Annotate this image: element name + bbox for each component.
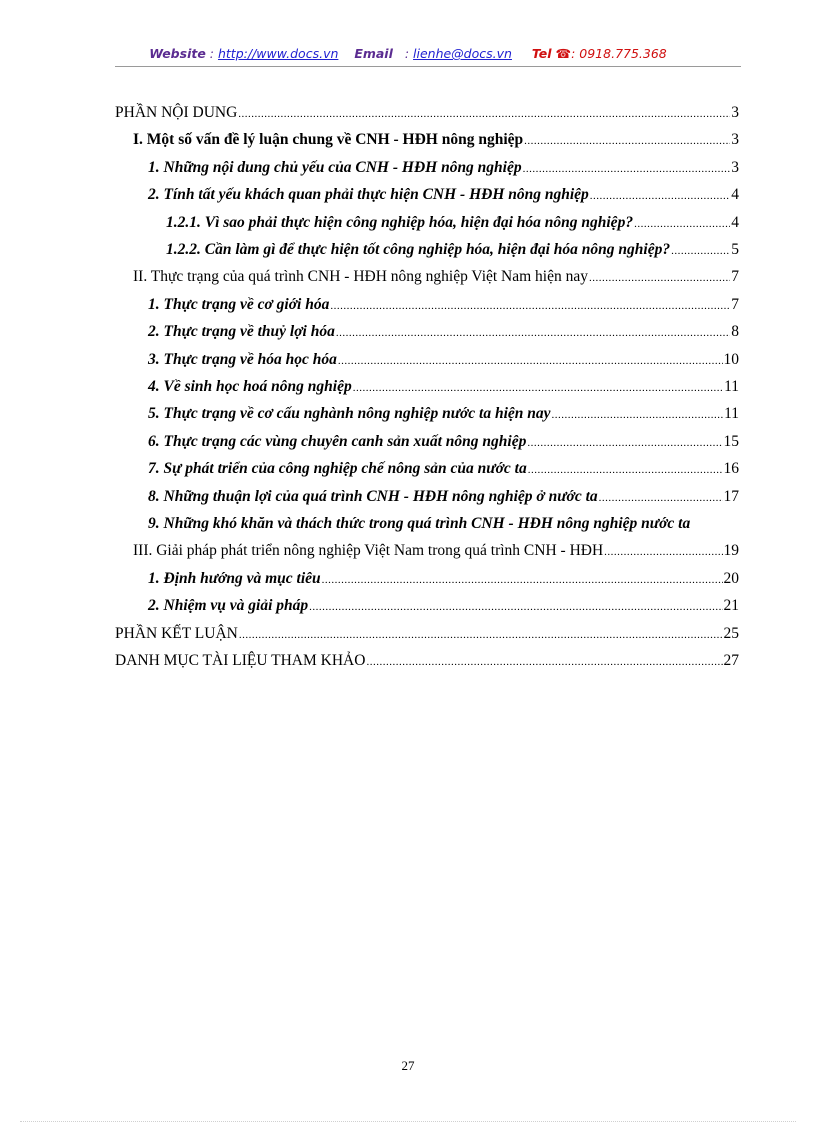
toc-dot-leader: [528, 459, 723, 481]
toc-entry-page: 17: [723, 487, 739, 505]
toc-entry-page: 15: [723, 432, 739, 450]
toc-entry-page: 19: [723, 542, 739, 560]
toc-entry-title: I. Một số vấn đề lý luận chung về CNH - HĐH nông nghiệp: [133, 131, 524, 149]
toc-dot-leader: [238, 103, 730, 125]
toc-entry-title: DANH MỤC TÀI LIỆU THAM KHẢO: [115, 652, 366, 669]
tel-number: : 0918.775.368: [571, 46, 667, 61]
toc-entry-title: 9. Những khó khăn và thách thức trong quá trình CNH - HĐH nông nghiệp nước ta: [148, 515, 691, 532]
email-link[interactable]: lienhe@docs.vn: [413, 46, 512, 61]
toc-entry-title: PHẦN KẾT LUẬN: [115, 624, 238, 642]
toc-entry-title: 2. Thực trạng về thuỷ lợi hóa: [148, 323, 335, 341]
toc-dot-leader: [366, 651, 722, 673]
toc-entry[interactable]: [166, 239, 739, 261]
toc-entry[interactable]: [133, 540, 739, 562]
toc-entry-title: 3. Thực trạng về hóa học hóa: [148, 350, 337, 368]
toc-entry[interactable]: [148, 321, 739, 343]
toc-entry[interactable]: [148, 568, 739, 590]
toc-entry[interactable]: [148, 458, 739, 480]
toc-entry-page: 10: [723, 350, 739, 368]
toc-entry-title: 2. Nhiệm vụ và giải pháp: [148, 597, 309, 615]
toc-dot-leader: [589, 267, 730, 289]
toc-entry-title: 2. Tính tất yếu khách quan phải thực hiện CNH - HĐH nông nghiệp: [148, 186, 589, 204]
toc-entry-title: 1.2.2. Cần làm gì để thực hiện tốt công nghiệp hóa, hiện đại hóa nông nghiệp?: [166, 241, 671, 258]
toc-entry-page: 5: [731, 241, 739, 258]
toc-dot-leader: [634, 213, 730, 235]
toc-entry[interactable]: [148, 431, 739, 453]
toc-dot-leader: [338, 350, 723, 372]
toc-entry-title: II. Thực trạng của quá trình CNH - HĐH nông nghiệp Việt Nam hiện nay: [133, 268, 589, 286]
toc-entry-title: 5. Thực trạng về cơ cấu nghành nông nghiệp nước ta hiện nay: [148, 405, 551, 423]
toc-entry-title: 8. Những thuận lợi của quá trình CNH - HĐH nông nghiệp ở nước ta: [148, 487, 598, 505]
toc-entry[interactable]: [148, 486, 739, 508]
toc-entry[interactable]: [148, 294, 739, 316]
toc-entry[interactable]: [148, 513, 739, 535]
header-divider: [115, 66, 741, 67]
toc-dot-leader: [527, 432, 722, 454]
toc-entry[interactable]: [115, 623, 739, 645]
toc-entry[interactable]: [133, 266, 739, 288]
toc-entry-page: 4: [731, 213, 739, 231]
toc-dot-leader: [671, 240, 730, 262]
page-number: 27: [401, 1058, 415, 1073]
toc-dot-leader: [322, 569, 723, 591]
toc-entry-title: 4. Về sinh học hoá nông nghiệp: [148, 378, 352, 395]
website-label: Website: [149, 46, 206, 61]
toc-entry-page: 4: [731, 186, 739, 204]
toc-entry-title: III. Giải pháp phát triển nông nghiệp Việt Nam trong quá trình CNH - HĐH: [133, 542, 604, 560]
toc-entry[interactable]: [115, 650, 739, 672]
toc-entry-page: 16: [723, 460, 739, 478]
toc-entry-page: 11: [724, 378, 739, 395]
toc-dot-leader: [590, 185, 730, 207]
toc-entry-page: 7: [731, 268, 739, 286]
tel-label: Tel: [531, 46, 552, 61]
toc-dot-leader: [330, 295, 730, 317]
toc-entry-page: 3: [731, 158, 739, 176]
page-header: Website : http://www.docs.vn Email : lienhe@docs.vn Tel ☎: 0918.775.368: [149, 46, 667, 61]
toc-entry[interactable]: [166, 212, 739, 234]
toc-dot-leader: [353, 377, 723, 399]
toc-entry-page: 8: [731, 323, 739, 341]
phone-icon: ☎: [555, 46, 572, 61]
toc-dot-leader: [239, 624, 723, 646]
toc-entry[interactable]: [148, 349, 739, 371]
toc-entry-page: 20: [723, 569, 739, 587]
toc-entry-page: 3: [731, 104, 739, 121]
toc-dot-leader: [523, 158, 731, 180]
toc-entry[interactable]: [148, 376, 739, 398]
toc-dot-leader: [309, 596, 722, 618]
toc-entry[interactable]: [133, 129, 739, 151]
toc-entry[interactable]: [148, 184, 739, 206]
toc-entry-page: 11: [724, 405, 739, 423]
toc-dot-leader: [604, 541, 722, 563]
toc-entry-title: PHẦN NỘI DUNG: [115, 104, 238, 121]
toc-dot-leader: [552, 404, 724, 426]
toc-entry-title: 7. Sự phát triển của công nghiệp chế nông sản của nước ta: [148, 460, 527, 478]
toc-entry[interactable]: [148, 595, 739, 617]
email-label: Email: [354, 46, 393, 61]
toc-entry-page: 25: [723, 624, 739, 642]
toc-entry[interactable]: [148, 403, 739, 425]
toc-entry[interactable]: [115, 102, 739, 124]
toc-dot-leader: [336, 322, 730, 344]
toc-entry-title: 1. Thực trạng về cơ giới hóa: [148, 295, 330, 313]
toc-entry-title: 1. Những nội dung chủ yếu của CNH - HĐH nông nghiệp: [148, 158, 522, 176]
website-link[interactable]: http://www.docs.vn: [217, 46, 339, 61]
toc-dot-leader: [524, 130, 730, 152]
toc-entry-title: 1.2.1. Vì sao phải thực hiện công nghiệp hóa, hiện đại hóa nông nghiệp?: [166, 213, 634, 231]
toc-entry-title: 6. Thực trạng các vùng chuyên canh sản xuất nông nghiệp: [148, 432, 527, 450]
toc-dot-leader: [599, 487, 723, 509]
toc-entry[interactable]: [148, 157, 739, 179]
toc-entry-page: 7: [731, 295, 739, 313]
page-bottom-divider: [20, 1121, 796, 1122]
toc-entry-title: 1. Định hướng và mục tiêu: [148, 569, 321, 587]
toc-entry-page: 21: [723, 597, 739, 615]
toc-entry-page: 3: [731, 131, 739, 149]
toc-entry-page: 27: [723, 652, 739, 669]
